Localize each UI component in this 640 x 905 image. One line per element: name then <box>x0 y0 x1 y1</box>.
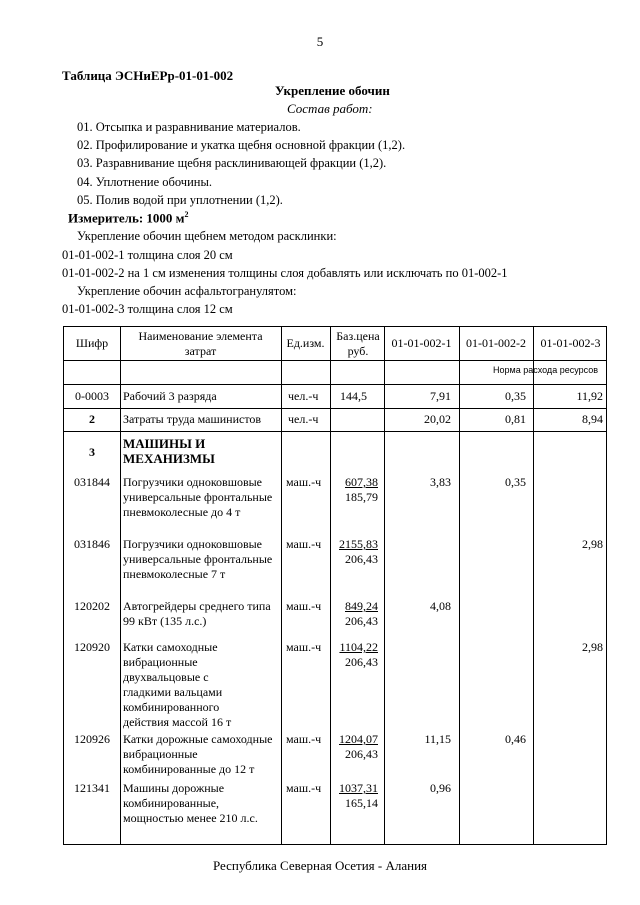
row-price: 1037,31 165,14 <box>339 781 378 810</box>
description-line: 01-01-002-3 толщина слоя 12 см <box>62 302 233 316</box>
table-code: Таблица ЭСНиЕРр-01-01-002 <box>62 68 234 83</box>
row-unit: маш.-ч <box>286 537 322 551</box>
row-value-3: 11,92 <box>576 389 603 403</box>
row-code: 031844 <box>74 475 110 489</box>
row-value-1: 11,15 <box>424 732 451 746</box>
row-value-1: 4,08 <box>430 599 451 613</box>
row-code: 120202 <box>74 599 110 613</box>
header-price: Баз.цена руб. <box>336 329 380 358</box>
header-name: Наименование элемента затрат <box>138 329 263 358</box>
row-name: Погрузчики одноковшовые универсальные фронтальные пневмоколесные до 4 т <box>123 475 273 519</box>
header-col-3: 01-01-002-3 <box>540 336 601 350</box>
row-price: 849,24 206,43 <box>345 599 378 628</box>
row-name: Погрузчики одноковшовые универсальные фронтальные пневмоколесные 7 т <box>123 537 273 581</box>
work-composition-heading: Состав работ: <box>287 101 373 116</box>
row-code: 0-0003 <box>75 389 109 403</box>
description-line: 01-01-002-2 на 1 см изменения толщины слоя добавлять или исключать по 01-002-1 <box>62 266 508 280</box>
row-price: 607,38 185,79 <box>345 475 378 504</box>
row-unit: маш.-ч <box>286 732 322 746</box>
row-value-3: 8,94 <box>582 412 603 426</box>
row-name: Рабочий 3 разряда <box>123 389 217 403</box>
work-step: 03. Разравнивание щебня расклинивающей фракции (1,2). <box>77 156 387 170</box>
row-price: 1204,07 206,43 <box>339 732 378 761</box>
row-value-2: 0,81 <box>505 412 526 426</box>
page-footer: Республика Северная Осетия - Алания <box>212 858 428 873</box>
row-price: 144,5 <box>340 389 367 403</box>
row-code: 121341 <box>74 781 110 795</box>
row-unit: чел.-ч <box>288 412 319 426</box>
row-value-2: 0,46 <box>505 732 526 746</box>
row-value-2: 0,35 <box>505 389 526 403</box>
row-value-1: 0,96 <box>430 781 451 795</box>
row-code: 2 <box>89 412 95 426</box>
work-step: 02. Профилирование и укатка щебня основной фракции (1,2). <box>77 138 406 152</box>
header-col-2: 01-01-002-2 <box>466 336 526 350</box>
row-unit: маш.-ч <box>286 640 322 654</box>
header-col-1: 01-01-002-1 <box>391 336 452 350</box>
row-value-2: 0,35 <box>505 475 526 489</box>
row-code: 031846 <box>74 537 110 551</box>
description-line: Укрепление обочин щебнем методом расклинки: <box>77 229 337 243</box>
row-code: 120920 <box>74 640 110 654</box>
norm-label: Норма расхода ресурсов <box>493 365 598 375</box>
row-code: 120926 <box>74 732 110 746</box>
row-value-3: 2,98 <box>582 640 603 654</box>
header-unit: Ед.изм. <box>286 336 325 350</box>
work-step: 01. Отсыпка и разравнивание материалов. <box>77 120 301 134</box>
row-price: 1104,22 206,43 <box>339 640 378 669</box>
page-number: 5 <box>316 34 324 49</box>
row-name: Катки самоходные вибрационные двухвальцовые с гладкими вальцами комбинированного действия массой 16 т <box>123 640 232 729</box>
row-unit: маш.-ч <box>286 599 322 613</box>
row-value-1: 7,91 <box>430 389 451 403</box>
row-name: МАШИНЫ И МЕХАНИЗМЫ <box>123 436 215 466</box>
resource-norms-table <box>63 326 607 845</box>
description-line: 01-01-002-1 толщина слоя 20 см <box>62 248 233 262</box>
row-price: 2155,83 206,43 <box>339 537 378 566</box>
row-value-1: 20,02 <box>424 412 451 426</box>
row-name: Машины дорожные комбинированные, мощностью менее 210 л.с. <box>123 781 258 825</box>
row-unit: маш.-ч <box>286 475 322 489</box>
row-value-3: 2,98 <box>582 537 603 551</box>
work-step: 05. Полив водой при уплотнении (1,2). <box>77 193 283 207</box>
row-name: Автогрейдеры среднего типа 99 кВт (135 л.с.) <box>123 599 271 628</box>
row-name: Затраты труда машинистов <box>123 412 262 426</box>
header-code: Шифр <box>75 336 109 350</box>
measure-unit: Измеритель: 1000 $м^2$ <box>68 210 189 226</box>
work-step: 04. Уплотнение обочины. <box>77 175 212 189</box>
row-unit: маш.-ч <box>286 781 322 795</box>
description-line: Укрепление обочин асфальтогранулятом: <box>77 284 297 298</box>
row-value-1: 3,83 <box>430 475 451 489</box>
row-code: 3 <box>89 445 95 459</box>
row-name: Катки дорожные самоходные вибрационные комбинированные до 12 т <box>123 732 273 776</box>
row-unit: чел.-ч <box>288 389 319 403</box>
section-title: Укрепление обочин <box>275 83 390 98</box>
